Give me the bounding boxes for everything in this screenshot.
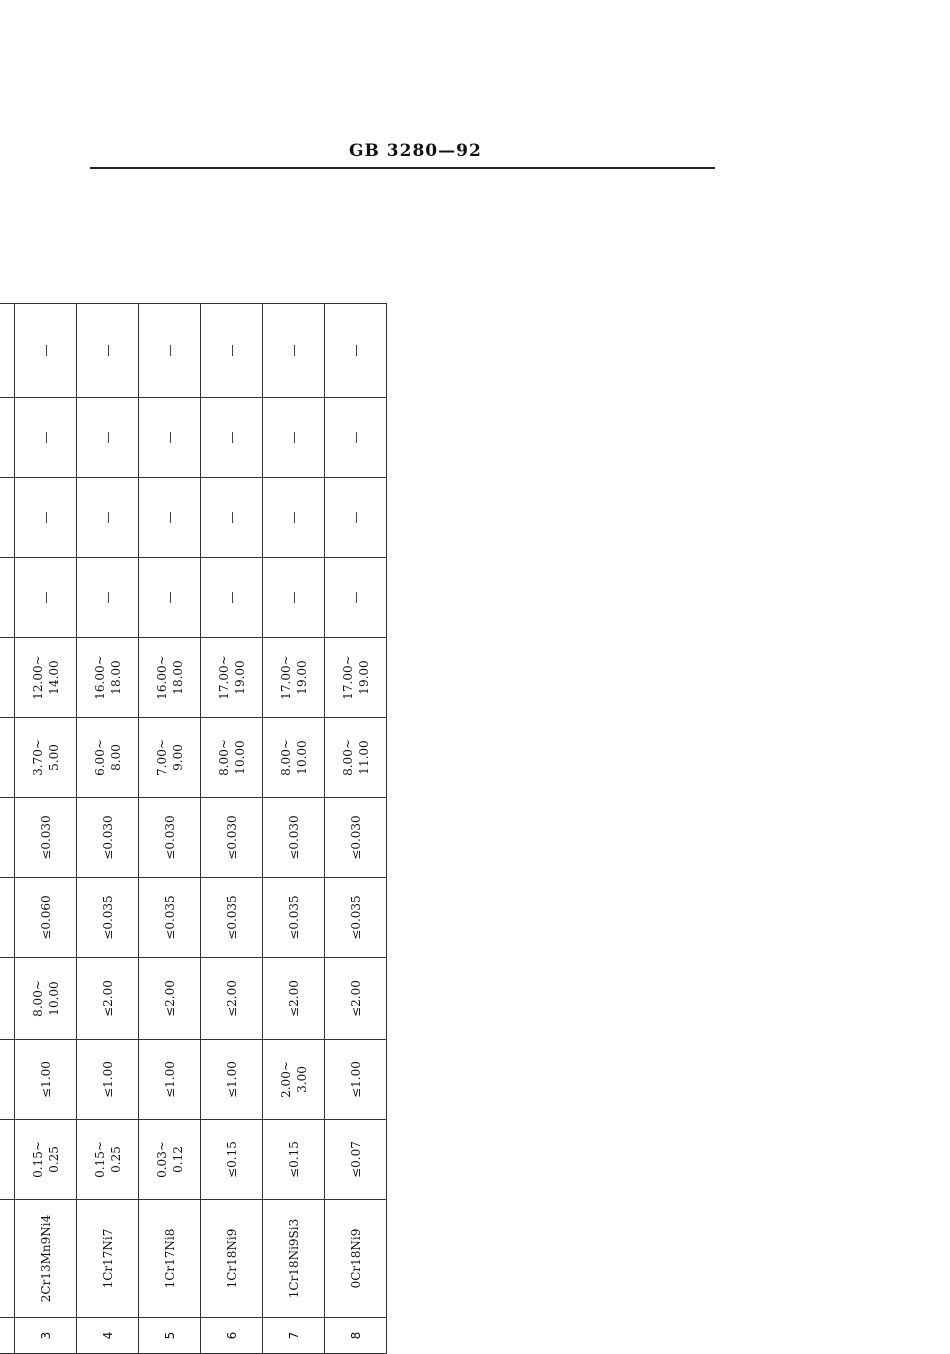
cell-p	[263, 878, 325, 958]
cell-value-line: 8.00~	[216, 739, 231, 776]
cell-mo	[201, 558, 263, 638]
cell-c	[139, 1120, 201, 1200]
cell-value-line: 10.00	[46, 981, 61, 1016]
cell-other	[201, 303, 263, 397]
cell-c	[0, 1120, 15, 1200]
cell-value-line: —	[100, 511, 115, 524]
cell-n	[325, 398, 387, 478]
cell-value-line: 5.00	[46, 744, 61, 771]
cell-value-line: 17.00~	[340, 655, 355, 700]
cell-p	[139, 878, 201, 958]
cell-s	[139, 798, 201, 878]
cell-value-line: —	[348, 344, 363, 357]
cell-value-line: ≤2.00	[100, 980, 115, 1017]
cell-value-line: ≤0.15	[224, 1141, 239, 1178]
cell-cr	[77, 638, 139, 718]
cell-n	[263, 398, 325, 478]
cell-value-line: 11.00	[356, 740, 371, 775]
table-row	[139, 303, 201, 1353]
cell-ni	[325, 718, 387, 798]
cell-other	[325, 303, 387, 397]
cell-value-line: ≤0.030	[38, 815, 53, 860]
cell-mo	[0, 558, 15, 638]
cell-cr	[0, 638, 15, 718]
cell-n	[15, 398, 77, 478]
cell-value-line: 19.00	[356, 660, 371, 695]
cell-value-line: —	[162, 591, 177, 604]
cell-mn	[0, 958, 15, 1040]
cell-value-line: ≤1.00	[224, 1061, 239, 1098]
cell-value-line: ≤2.00	[286, 980, 301, 1017]
cell-si	[263, 1040, 325, 1120]
cell-c	[77, 1120, 139, 1200]
cell-mo	[77, 558, 139, 638]
cell-cr	[15, 638, 77, 718]
chemical-composition-table	[0, 303, 387, 1354]
cell-mn	[263, 958, 325, 1040]
cell-value-line: —	[38, 591, 53, 604]
cell-p	[15, 878, 77, 958]
cell-p	[201, 878, 263, 958]
cell-grade: 2Cr13Mn9Ni4	[15, 1200, 77, 1318]
cell-value-line: —	[286, 431, 301, 444]
cell-seq: 8	[325, 1318, 387, 1354]
cell-value-line: ≤2.00	[348, 980, 363, 1017]
cell-n	[0, 398, 15, 478]
cell-s	[201, 798, 263, 878]
cell-value-line: ≤0.15	[286, 1141, 301, 1178]
cell-value-line: 9.00	[170, 744, 185, 771]
cell-si	[139, 1040, 201, 1120]
cell-value-line: ≤1.00	[162, 1061, 177, 1098]
table-row	[15, 303, 77, 1353]
cell-other	[263, 303, 325, 397]
cell-value-line: 3.00	[294, 1066, 309, 1093]
cell-value-line: 8.00~	[30, 980, 45, 1017]
cell-si	[15, 1040, 77, 1120]
cell-value-line: 7.00~	[154, 739, 169, 776]
cell-value-line: 19.00	[232, 660, 247, 695]
cell-c	[325, 1120, 387, 1200]
cell-value-line: —	[100, 591, 115, 604]
cell-seq: 6	[201, 1318, 263, 1354]
cell-cr	[325, 638, 387, 718]
cell-cu	[201, 478, 263, 558]
cell-value-line: —	[100, 344, 115, 357]
cell-value-line: 18.00	[170, 660, 185, 695]
cell-value-line: —	[224, 431, 239, 444]
cell-value-line: ≤0.035	[348, 895, 363, 940]
cell-other	[0, 303, 15, 397]
cell-value-line: ≤0.035	[286, 895, 301, 940]
cell-value-line: ≤0.030	[162, 815, 177, 860]
cell-value-line: 3.70~	[30, 739, 45, 776]
cell-value-line: —	[38, 511, 53, 524]
cell-cu	[0, 478, 15, 558]
cell-value-line: 0.15~	[92, 1141, 107, 1178]
cell-ni	[139, 718, 201, 798]
table-row	[325, 303, 387, 1353]
cell-s	[77, 798, 139, 878]
cell-value-line: 14.00	[46, 660, 61, 695]
cell-mo	[263, 558, 325, 638]
cell-value-line: 19.00	[294, 660, 309, 695]
cell-value-line: ≤1.00	[100, 1061, 115, 1098]
cell-value-line: ≤2.00	[224, 980, 239, 1017]
cell-value-line: 0.03~	[154, 1141, 169, 1178]
cell-grade: 1Cr18Ni9	[201, 1200, 263, 1318]
cell-mn	[325, 958, 387, 1040]
cell-value-line: 0.15~	[30, 1141, 45, 1178]
cell-mn	[139, 958, 201, 1040]
cell-cr	[139, 638, 201, 718]
cell-c	[15, 1120, 77, 1200]
cell-p	[77, 878, 139, 958]
cell-value-line: —	[162, 344, 177, 357]
header-rule	[90, 167, 715, 169]
cell-other	[77, 303, 139, 397]
cell-cu	[139, 478, 201, 558]
cell-value-line: ≤0.035	[224, 895, 239, 940]
cell-value-line: ≤0.030	[224, 815, 239, 860]
cell-n	[139, 398, 201, 478]
table-row	[77, 303, 139, 1353]
cell-si	[201, 1040, 263, 1120]
cell-cu	[325, 478, 387, 558]
cell-c	[201, 1120, 263, 1200]
cell-si	[0, 1040, 15, 1120]
cell-value-line: 16.00~	[154, 655, 169, 700]
cell-grade: 0Cr18Ni9	[325, 1200, 387, 1318]
cell-s	[325, 798, 387, 878]
cell-value-line: 0.12	[170, 1146, 185, 1173]
cell-value-line: —	[286, 591, 301, 604]
cell-mn	[15, 958, 77, 1040]
cell-value-line: ≤0.030	[286, 815, 301, 860]
cell-value-line: —	[348, 431, 363, 444]
cell-p	[325, 878, 387, 958]
cell-cu	[263, 478, 325, 558]
cell-seq: 4	[77, 1318, 139, 1354]
cell-s	[15, 798, 77, 878]
cell-value-line: —	[286, 511, 301, 524]
cell-value-line: —	[348, 511, 363, 524]
cell-si	[77, 1040, 139, 1120]
cell-value-line: 10.00	[232, 740, 247, 775]
cell-value-line: ≤0.035	[100, 895, 115, 940]
cell-value-line: ≤0.035	[162, 895, 177, 940]
cell-seq	[0, 1318, 15, 1354]
table-row	[201, 303, 263, 1353]
cell-value-line: —	[224, 344, 239, 357]
cell-other	[15, 303, 77, 397]
cell-mo	[325, 558, 387, 638]
cell-value-line: 12.00~	[30, 655, 45, 700]
cell-value-line: ≤1.00	[348, 1061, 363, 1098]
cell-other	[139, 303, 201, 397]
cell-value-line: ≤0.030	[348, 815, 363, 860]
cell-seq: 3	[15, 1318, 77, 1354]
rotated-table-block	[0, 304, 371, 1354]
cell-value-line: 0.25	[108, 1146, 123, 1173]
cell-value-line: 8.00	[108, 744, 123, 771]
cell-value-line: 6.00~	[92, 739, 107, 776]
cell-grade	[0, 1200, 15, 1318]
cell-mo	[139, 558, 201, 638]
cell-p	[0, 878, 15, 958]
cell-value-line: 8.00~	[278, 739, 293, 776]
standard-code: GB 3280—92	[349, 141, 482, 161]
cell-si	[325, 1040, 387, 1120]
cell-value-line: ≤1.00	[38, 1061, 53, 1098]
cell-cu	[77, 478, 139, 558]
cell-value-line: ≤0.060	[38, 895, 53, 940]
cell-value-line: —	[286, 344, 301, 357]
cell-mn	[77, 958, 139, 1040]
cell-grade: 1Cr17Ni7	[77, 1200, 139, 1318]
cell-seq: 5	[139, 1318, 201, 1354]
cell-cr	[263, 638, 325, 718]
cell-ni	[77, 718, 139, 798]
cell-value-line: —	[38, 431, 53, 444]
cell-ni	[263, 718, 325, 798]
cell-value-line: ≤2.00	[162, 980, 177, 1017]
cell-cu	[15, 478, 77, 558]
cell-value-line: —	[162, 511, 177, 524]
table-row	[0, 303, 15, 1353]
cell-value-line: 2.00~	[278, 1061, 293, 1098]
cell-value-line: —	[162, 431, 177, 444]
cell-mo	[15, 558, 77, 638]
cell-cr	[201, 638, 263, 718]
cell-value-line: —	[224, 511, 239, 524]
cell-value-line: 8.00~	[340, 739, 355, 776]
cell-n	[201, 398, 263, 478]
cell-grade: 1Cr18Ni9Si3	[263, 1200, 325, 1318]
cell-mn	[201, 958, 263, 1040]
cell-value-line: ≤0.030	[100, 815, 115, 860]
cell-n	[77, 398, 139, 478]
cell-grade: 1Cr17Ni8	[139, 1200, 201, 1318]
cell-value-line: 18.00	[108, 660, 123, 695]
cell-value-line: 16.00~	[92, 655, 107, 700]
table-row	[263, 303, 325, 1353]
cell-value-line: 0.25	[46, 1146, 61, 1173]
cell-value-line: 17.00~	[216, 655, 231, 700]
cell-s	[263, 798, 325, 878]
cell-value-line: —	[224, 591, 239, 604]
cell-value-line: 17.00~	[278, 655, 293, 700]
cell-value-line: 10.00	[294, 740, 309, 775]
cell-s	[0, 798, 15, 878]
cell-c	[263, 1120, 325, 1200]
cell-ni	[201, 718, 263, 798]
cell-value-line: —	[348, 591, 363, 604]
cell-value-line: —	[100, 431, 115, 444]
cell-seq: 7	[263, 1318, 325, 1354]
cell-value-line: —	[38, 344, 53, 357]
cell-ni	[0, 718, 15, 798]
cell-ni	[15, 718, 77, 798]
cell-value-line: ≤0.07	[348, 1141, 363, 1178]
